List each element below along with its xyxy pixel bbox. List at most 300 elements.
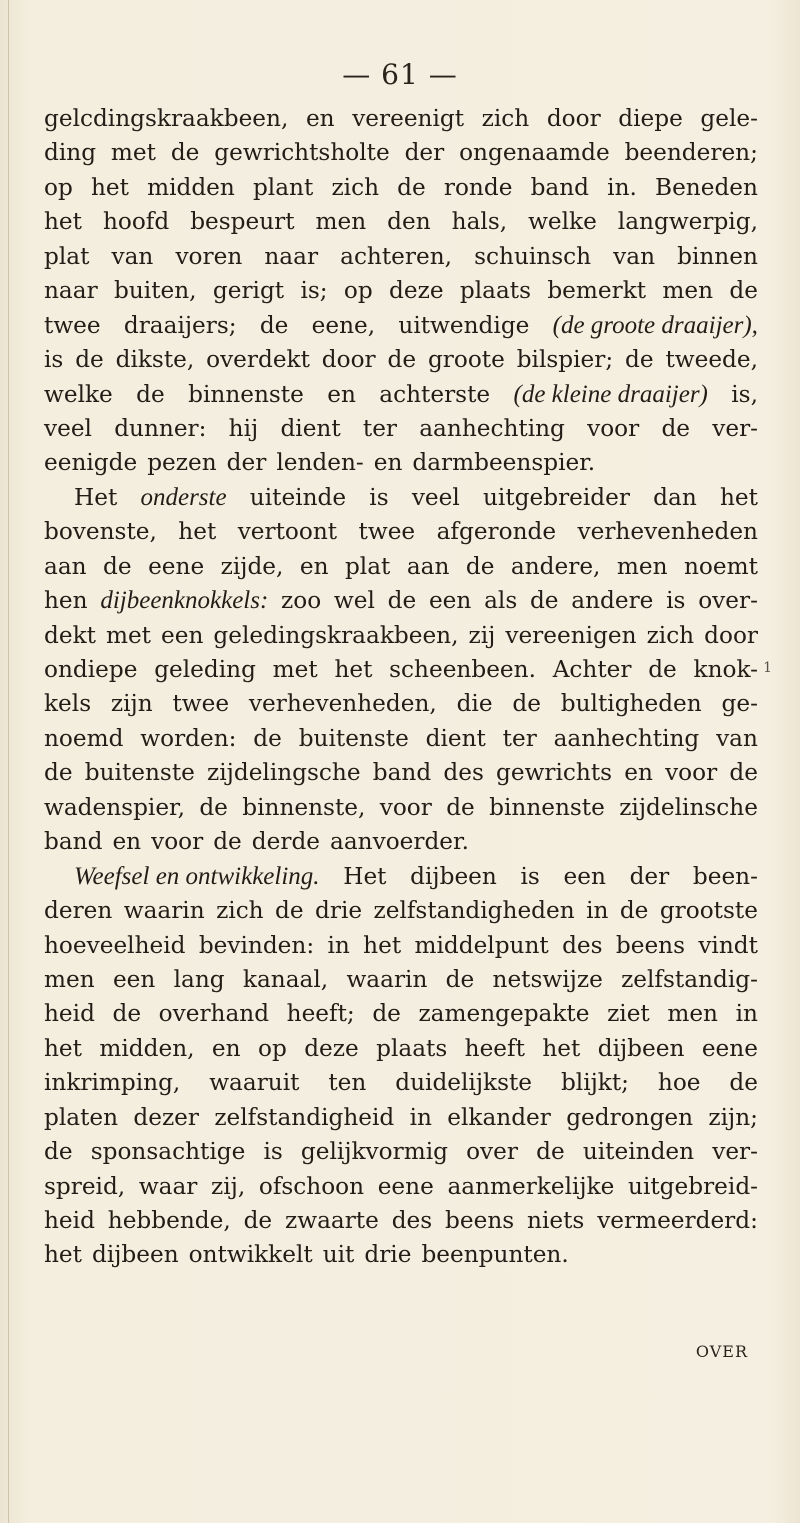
text-line (44, 584, 758, 618)
word: twee (172, 690, 230, 718)
word: zijde, (220, 552, 284, 580)
word: een (563, 862, 606, 890)
word: wel (333, 587, 375, 615)
word: ter (362, 414, 398, 442)
word: band (530, 173, 590, 201)
word: netswijze (492, 965, 603, 993)
word: waarin (123, 897, 205, 925)
body-text (44, 102, 758, 1273)
word: eene (148, 552, 205, 580)
word: dijbeenknokkels: (100, 587, 269, 615)
word: des (562, 931, 603, 959)
word: is (263, 1138, 283, 1166)
word: dunner: (114, 414, 207, 442)
text-line (44, 136, 758, 170)
text-line (44, 378, 758, 412)
word: de (729, 1069, 758, 1097)
text-line (44, 274, 758, 308)
word: zich (481, 105, 530, 132)
word: ding (44, 139, 97, 167)
word: zijdelinsche (619, 793, 758, 821)
word: geleding (154, 656, 256, 683)
word: waarin (346, 965, 428, 993)
word: waaruit (209, 1069, 300, 1097)
word: het (334, 656, 373, 683)
text-line (44, 653, 758, 687)
word: de (729, 759, 758, 787)
word: door (704, 621, 758, 649)
word: draaijers; (123, 311, 237, 339)
text-line (44, 756, 758, 790)
word: plat (44, 242, 90, 270)
word: binnenste (489, 793, 605, 821)
word: het (90, 173, 129, 201)
word: en (112, 828, 142, 856)
word: een (161, 621, 204, 649)
word: het (178, 518, 217, 546)
word: ge- (721, 690, 758, 718)
word: met (105, 621, 151, 649)
word: de (387, 587, 417, 615)
word: van (716, 724, 758, 752)
word: eene (701, 1034, 758, 1062)
word: de (397, 173, 426, 201)
word: gelcdingskraakbeen, (44, 105, 289, 132)
word: lang (173, 965, 225, 993)
text-line (44, 1238, 758, 1272)
word: band (44, 828, 103, 856)
word: langwerpig, (617, 208, 758, 236)
word: de (170, 139, 200, 167)
word: de (625, 346, 654, 374)
word: ofschoon (258, 1172, 365, 1200)
text-line (44, 963, 758, 997)
word: vindt (698, 931, 758, 959)
word: onderste (140, 483, 227, 511)
word: dezer (133, 1103, 199, 1131)
word: groote (427, 346, 505, 374)
word: bespeurt (190, 208, 295, 236)
word: eene (377, 1172, 434, 1200)
word: over (466, 1138, 518, 1166)
word: de (275, 897, 304, 925)
word: aan (44, 552, 87, 580)
word: en (211, 1034, 241, 1062)
word: naar (264, 242, 319, 270)
word: scheenbeen. (389, 656, 536, 683)
word: kanaal, (242, 965, 329, 993)
word: Beneden (655, 173, 758, 201)
word: kels (44, 690, 92, 718)
word: een (428, 587, 472, 615)
word: zijn (110, 690, 153, 718)
word: de (372, 1000, 401, 1028)
word: die (456, 690, 493, 718)
text-line (44, 860, 758, 894)
word: in (586, 897, 609, 925)
word: achterste (379, 380, 491, 408)
word: band (372, 759, 432, 787)
word: zelfstandigheid (214, 1103, 395, 1131)
word: hoe (657, 1069, 701, 1097)
word: plaats (376, 1034, 448, 1062)
word: den (387, 208, 431, 236)
word: Weefsel en ontwikkeling. (74, 862, 320, 890)
word: gelijkvormig (300, 1138, 448, 1166)
word: binnenste (188, 380, 304, 408)
word: het (363, 931, 402, 959)
word: de (199, 793, 228, 821)
text-line (44, 550, 758, 584)
word: voor (151, 828, 204, 856)
word: binnen (677, 242, 758, 270)
word: de (536, 1138, 565, 1166)
word: des (391, 1207, 433, 1234)
page-edge-line (8, 0, 9, 1523)
word: gedrongen (566, 1103, 694, 1131)
text-line (44, 412, 758, 446)
word: midden, (99, 1034, 195, 1062)
word: bultigheden (560, 690, 702, 718)
word: midden (147, 173, 235, 201)
word: voor (379, 793, 432, 821)
word: het (44, 1241, 82, 1269)
word: ongenaamde (459, 139, 610, 167)
word: der (226, 449, 267, 477)
word: gewrichtsholte (214, 139, 390, 167)
word: in (735, 1000, 758, 1028)
text-line (44, 1066, 758, 1100)
word: worden: (140, 724, 237, 752)
word: twee (44, 311, 101, 339)
word: voor (587, 414, 640, 442)
word: zijdelingsche (207, 759, 361, 787)
text-line (44, 171, 758, 205)
catchword: OVER (695, 1342, 748, 1361)
word: uiteinde (249, 483, 347, 511)
word: spreid, (44, 1172, 126, 1200)
word: door (321, 346, 376, 374)
word: zich (331, 173, 380, 201)
text-line (44, 205, 758, 239)
word: dijbeen (597, 1034, 685, 1062)
word: en (624, 759, 653, 787)
word: welke (528, 208, 597, 236)
word: is (44, 346, 64, 374)
word: beens (445, 1207, 515, 1234)
word: andere (571, 587, 654, 615)
word: en (305, 105, 335, 132)
text-line (44, 515, 758, 549)
word: de (529, 587, 559, 615)
word: binnenste, (242, 793, 366, 821)
word: zich (646, 621, 695, 649)
word: twee (358, 518, 416, 546)
word: de (213, 828, 242, 856)
word: lenden- (276, 449, 364, 477)
word: gerigt (212, 277, 285, 305)
word: bevinden: (198, 931, 315, 959)
word: middelpunt (414, 931, 549, 959)
word: buitenste (84, 759, 195, 787)
word: heeft; (286, 1000, 355, 1028)
word: dient (425, 724, 486, 752)
word: de (465, 552, 495, 580)
word: Het (343, 862, 387, 890)
word: een (112, 965, 156, 993)
word: deze (389, 277, 444, 305)
word: Achter (552, 656, 632, 683)
word: overdekt (206, 346, 310, 374)
word: zij (468, 621, 496, 649)
margin-mark: 1 (763, 660, 772, 676)
word: met (272, 656, 318, 683)
word: men (667, 1000, 718, 1028)
word: uitgebreid- (628, 1172, 758, 1200)
word: ondiepe (44, 656, 138, 683)
word: is (369, 483, 389, 511)
word: heeft (464, 1034, 525, 1062)
text-line (44, 481, 758, 515)
text-line (44, 894, 758, 928)
word: schuinsch (474, 242, 592, 270)
word: de (259, 311, 289, 339)
word: hoeveelheid (44, 931, 186, 959)
text-line (44, 309, 758, 343)
word: eene, (311, 311, 376, 339)
word: drie (315, 897, 363, 925)
word: de (512, 690, 541, 718)
word: buitenste (298, 724, 409, 752)
word: ronde (443, 173, 513, 201)
word: elkander (447, 1103, 551, 1131)
word: vermeerderd: (597, 1207, 758, 1234)
word: beens (615, 931, 685, 959)
word: op (343, 277, 373, 305)
word: op (257, 1034, 287, 1062)
word: van (613, 242, 656, 270)
word: is; (300, 277, 328, 305)
word: het (542, 1034, 581, 1062)
word: de (75, 346, 104, 374)
word: het (44, 208, 82, 236)
word: drie (364, 1241, 412, 1269)
word: de (446, 793, 475, 821)
word: dient (280, 414, 341, 442)
text-line (44, 722, 758, 756)
word: de (136, 380, 165, 408)
word: andere, (510, 552, 601, 580)
word: grootste (659, 897, 758, 925)
word: de (729, 277, 758, 305)
text-line (44, 619, 758, 653)
page-number-header: — 61 — (342, 58, 458, 91)
word: overhand (158, 1000, 270, 1028)
word: hals, (451, 208, 508, 236)
word: dekt (44, 621, 96, 649)
word: de (445, 965, 475, 993)
word: zij, (211, 1172, 246, 1200)
word: pezen (147, 449, 217, 477)
word: blijkt; (560, 1069, 629, 1097)
word: inkrimping, (44, 1069, 181, 1097)
word: plaats (459, 277, 532, 305)
word: uit (322, 1241, 355, 1269)
word: platen (44, 1103, 119, 1131)
text-line (44, 1135, 758, 1169)
word: is, (731, 380, 758, 408)
word: het (44, 1034, 82, 1062)
word: de (44, 1138, 73, 1166)
word: noemt (683, 552, 758, 580)
word: plat (344, 552, 391, 580)
word: been- (692, 862, 758, 890)
word: men (44, 965, 95, 993)
word: bovenste, (44, 518, 157, 546)
word: in. (607, 173, 637, 201)
word: de (387, 346, 417, 374)
word: wadenspier, (44, 793, 185, 821)
word: des (443, 759, 484, 787)
word: achteren, (340, 242, 453, 270)
word: niets (527, 1207, 585, 1234)
text-line (44, 1170, 758, 1204)
word: aanmerkelijke (447, 1172, 615, 1200)
word: hoofd (102, 208, 170, 236)
word: (de kleine draaijer) (513, 380, 708, 408)
word: buiten, (114, 277, 197, 305)
word: de (648, 656, 677, 683)
word: zelfstandig- (621, 965, 758, 993)
word: hij (228, 414, 259, 442)
word: welke (44, 380, 113, 408)
word: heid (44, 1207, 95, 1234)
word: de (661, 414, 691, 442)
word: Het (74, 483, 118, 511)
word: gele- (700, 105, 758, 132)
word: der (404, 139, 445, 167)
word: over- (698, 587, 758, 615)
word: veel (44, 414, 92, 442)
word: is (666, 587, 686, 615)
word: waar (138, 1172, 198, 1200)
word: voren (175, 242, 243, 270)
word: verhevenheden, (248, 690, 437, 718)
word: als (484, 587, 518, 615)
word: ziet (607, 1000, 650, 1028)
word: ver- (712, 1138, 758, 1166)
word: aan (406, 552, 450, 580)
word: hen (44, 587, 88, 615)
word: en (327, 380, 356, 408)
word: (de groote draaijer), (552, 311, 758, 339)
word: aanhechting (553, 724, 700, 752)
word: sponsachtige (90, 1138, 246, 1166)
word: ver- (712, 414, 758, 442)
word: men (315, 208, 367, 236)
word: eenigde (44, 449, 138, 477)
word: zich (216, 897, 264, 925)
word: dijbeen (91, 1241, 179, 1269)
word: verhevenheden (577, 518, 758, 546)
word: deze (304, 1034, 359, 1062)
word: men (662, 277, 714, 305)
text-line (44, 791, 758, 825)
text-line (44, 240, 758, 274)
word: vertoont (237, 518, 338, 546)
word: in (327, 931, 350, 959)
word: de (103, 552, 132, 580)
text-line (44, 1032, 758, 1066)
word: dijbeen (410, 862, 497, 890)
word: met (110, 139, 156, 167)
word: de (619, 897, 649, 925)
word: op (44, 173, 73, 201)
word: men (616, 552, 668, 580)
word: zamengepakte (418, 1000, 590, 1028)
word: uiteinden (582, 1138, 695, 1166)
word: en (299, 552, 329, 580)
word: afgeronde (436, 518, 557, 546)
word: dikste, (115, 346, 195, 374)
word: van (111, 242, 154, 270)
word: het (719, 483, 758, 511)
word: beenpunten. (421, 1241, 569, 1269)
text-line (44, 687, 758, 721)
word: darmbeenspier. (412, 449, 596, 477)
word: duidelijkste (395, 1069, 533, 1097)
word: zijn; (708, 1103, 758, 1131)
word: bemerkt (547, 277, 647, 305)
word: beenderen; (624, 139, 758, 167)
word: de (44, 759, 73, 787)
word: de (112, 1000, 142, 1028)
word: uitwendige (398, 311, 530, 339)
text-line (44, 825, 758, 859)
word: en (373, 449, 403, 477)
word: vereenigen (505, 621, 637, 649)
word: diepe (618, 105, 683, 132)
word: veel (411, 483, 460, 511)
word: zelfstandigheden (373, 897, 575, 925)
word: deren (44, 897, 113, 925)
word: derde (251, 828, 321, 856)
word: aanvoerder. (330, 828, 469, 856)
text-line (44, 1101, 758, 1135)
word: ontwikkelt (188, 1241, 313, 1269)
word: voor (665, 759, 718, 787)
word: vereenigt (352, 105, 465, 132)
word: door (546, 105, 601, 132)
text-line (44, 343, 758, 377)
word: uitgebreider (483, 483, 630, 511)
word: bilspier; (516, 346, 614, 374)
word: ter (502, 724, 537, 752)
text-line (44, 102, 758, 136)
text-line (44, 929, 758, 963)
word: der (629, 862, 670, 890)
word: zwaarte (285, 1207, 379, 1234)
text-line (44, 446, 758, 480)
word: dan (653, 483, 697, 511)
word: plant (252, 173, 314, 201)
word: noemd (44, 724, 124, 752)
word: de (253, 724, 282, 752)
word: de (243, 1207, 273, 1234)
word: hebbende, (107, 1207, 231, 1234)
word: tweede, (665, 346, 758, 374)
word: naar (44, 277, 98, 305)
